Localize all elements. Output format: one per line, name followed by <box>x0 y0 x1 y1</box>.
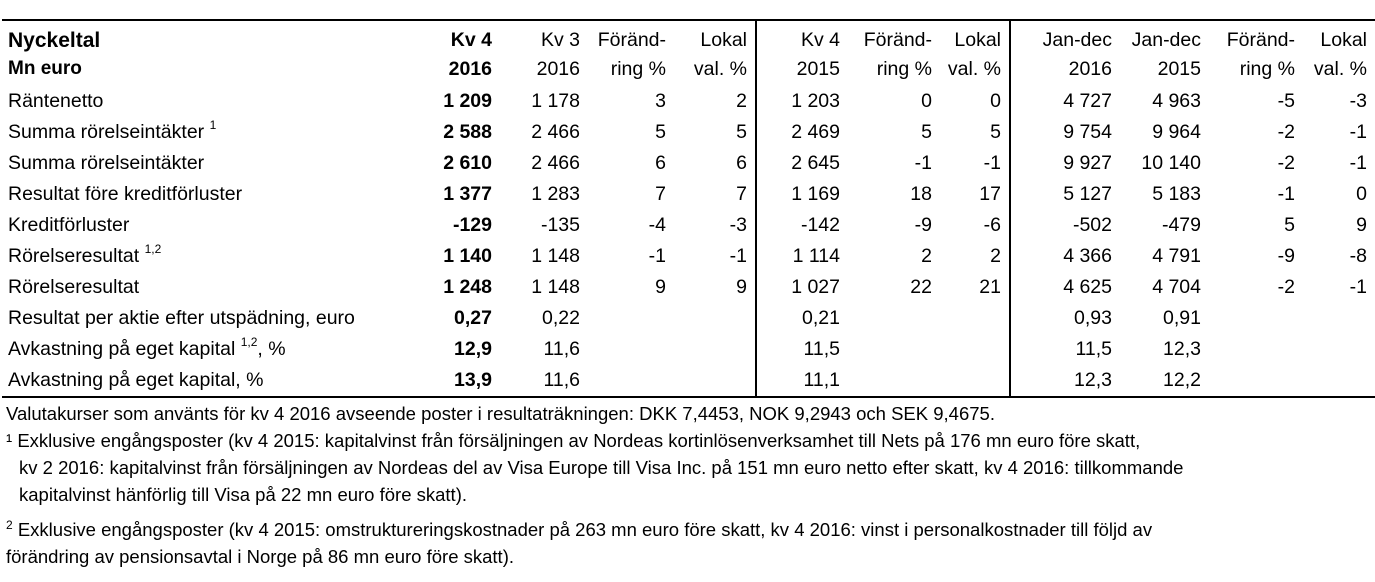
table-cell: -502 <box>1010 210 1120 241</box>
table-cell: 12,9 <box>454 338 492 360</box>
table-cell: 2 466 <box>531 121 580 143</box>
footnote-2-line-1: Exklusive engångsposter (kv 4 2015: omstruktureringskostnader på 263 mn euro före skatt, kv 4 2016: vinst i personalkostnader till följd av <box>17 519 1153 540</box>
table-cell: -135 <box>540 214 580 236</box>
table-cell: 1 140 <box>443 245 492 267</box>
row-label <box>2 272 414 303</box>
table-cell <box>674 303 756 334</box>
table-cell: 11,6 <box>543 338 580 360</box>
table-cell <box>1303 303 1375 334</box>
table-cell: 5 <box>655 121 666 143</box>
table-cell: 2 645 <box>756 148 848 179</box>
table-cell: -1 <box>1277 183 1295 205</box>
table-row <box>2 148 1375 179</box>
row-label-text: Summa rörelseintäkter <box>8 121 205 143</box>
table-cell: 18 <box>910 183 932 205</box>
table-cell: 5 127 <box>1010 179 1120 210</box>
col-header-top: Lokal <box>940 20 1010 54</box>
table-cell: 1 169 <box>756 179 848 210</box>
col-header-bottom: val. % <box>1313 58 1367 80</box>
row-label-text: Rörelseresultat <box>8 245 140 267</box>
table-cell <box>1209 303 1303 334</box>
table-cell <box>1209 365 1303 397</box>
table-cell: 5 <box>736 121 747 143</box>
col-header-bottom: 2016 <box>536 58 580 80</box>
table-cell: -1 <box>648 245 666 267</box>
table-cell: 4 366 <box>1010 241 1120 272</box>
header-row-top <box>2 20 1375 54</box>
footnote-2-mark: 2 <box>6 517 13 532</box>
table-cell <box>588 365 674 397</box>
table-cell <box>588 303 674 334</box>
table-cell: 11,6 <box>500 365 588 397</box>
col-header-bottom: ring % <box>1239 58 1295 80</box>
row-label <box>2 303 414 334</box>
row-label-text: Avkastning på eget kapital <box>8 338 236 360</box>
table-cell <box>848 334 940 365</box>
row-label-text: Resultat per aktie efter utspädning, euro <box>8 307 355 329</box>
row-label <box>2 365 414 397</box>
table-cell: 0,21 <box>756 303 848 334</box>
col-header-bottom: 2015 <box>756 54 848 86</box>
table-cell: 2 466 <box>531 152 580 174</box>
table-cell: -1 <box>1349 276 1367 298</box>
table-row <box>2 241 1375 272</box>
table-cell: -1 <box>983 152 1001 174</box>
table-cell <box>848 365 940 397</box>
table-cell <box>1209 334 1303 365</box>
table-cell: 4 727 <box>1010 86 1120 117</box>
table-cell: 1 027 <box>756 272 848 303</box>
footnote-1 <box>6 427 1371 454</box>
table-row <box>2 179 1375 210</box>
col-header-bottom: 2015 <box>1157 58 1201 80</box>
header-row-bottom <box>2 54 1375 86</box>
table-cell: 9 <box>1356 214 1367 236</box>
table-row <box>2 334 1375 365</box>
table-row <box>2 272 1375 303</box>
col-header-top: Kv 4 <box>414 20 500 54</box>
table-cell <box>848 303 940 334</box>
table-cell: 4 963 <box>1152 90 1201 112</box>
table-cell: -9 <box>914 214 932 236</box>
row-label <box>2 179 414 210</box>
col-header-bottom: val. % <box>693 58 747 80</box>
col-header-top: Föränd- <box>848 20 940 54</box>
footnote-ref: 1 <box>209 117 217 132</box>
table-cell: 4 704 <box>1152 276 1201 298</box>
table-cell: 0 <box>990 90 1001 112</box>
table-cell: 6 <box>736 152 747 174</box>
table-cell: 1 248 <box>443 276 492 298</box>
table-cell: -9 <box>1277 245 1295 267</box>
table-cell: -4 <box>648 214 666 236</box>
table-cell <box>940 365 1010 397</box>
table-cell: 7 <box>736 183 747 205</box>
table-cell: 5 <box>990 121 1001 143</box>
footnote-1-mark: ¹ <box>6 430 13 451</box>
table-cell <box>940 303 1010 334</box>
row-label-text: Rörelseresultat <box>8 276 140 298</box>
table-cell: 9 <box>736 276 747 298</box>
col-header-bottom: 2016 <box>1010 54 1120 86</box>
table-cell: 9 <box>655 276 666 298</box>
footnote-1-line-1: Exklusive engångsposter (kv 4 2015: kapitalvinst från försäljningen av Nordeas kortinlösenverksamhet till Nets på 176 mn euro före skatt, <box>17 430 1141 451</box>
table-cell: 1 203 <box>756 86 848 117</box>
table-cell: 10 140 <box>1141 152 1201 174</box>
table-cell: -1 <box>914 152 932 174</box>
footnote-1-line-2: kv 2 2016: kapitalvinst från försäljningen av Nordeas del av Visa Europe till Visa Inc. på 151 mn euro netto efter skatt, kv 4 2016: tillkommande <box>19 457 1184 478</box>
table-cell: 0 <box>921 90 932 112</box>
table-cell: 5 <box>921 121 932 143</box>
table-subtitle: Mn euro <box>8 58 82 79</box>
table-cell <box>674 334 756 365</box>
row-label <box>2 117 414 148</box>
table-cell: 1 209 <box>443 90 492 112</box>
table-cell: -2 <box>1277 152 1295 174</box>
table-cell: 6 <box>655 152 666 174</box>
table-cell: 11,1 <box>756 365 848 397</box>
table-cell: -1 <box>1349 121 1367 143</box>
col-header-bottom: ring % <box>610 58 666 80</box>
table-row <box>2 210 1375 241</box>
table-cell: 0,22 <box>542 307 580 329</box>
table-cell: -2 <box>1277 121 1295 143</box>
table-cell: -8 <box>1349 245 1367 267</box>
table-cell: 1 114 <box>756 241 848 272</box>
table-title: Nyckeltal <box>2 20 414 54</box>
row-label <box>2 334 414 365</box>
table-cell: -129 <box>452 214 492 236</box>
col-header-top: Kv 3 <box>500 20 588 54</box>
footnote-2 <box>6 516 1371 543</box>
table-cell: -479 <box>1161 214 1201 236</box>
table-cell: -5 <box>1277 90 1295 112</box>
footnote-ref: 1,2 <box>240 334 258 349</box>
table-cell: 1 178 <box>531 90 580 112</box>
row-label <box>2 148 414 179</box>
row-label-text: Summa rörelseintäkter <box>8 152 205 174</box>
table-cell: 4 791 <box>1152 245 1201 267</box>
col-header-top: Jan-dec <box>1010 20 1120 54</box>
row-label <box>2 86 414 117</box>
table-cell: 0,93 <box>1010 303 1120 334</box>
table-cell: -1 <box>729 245 747 267</box>
col-header-top: Jan-dec <box>1120 20 1209 54</box>
table-cell: 1 377 <box>443 183 492 205</box>
col-header-top: Föränd- <box>1209 20 1303 54</box>
table-cell <box>1303 365 1375 397</box>
row-label-text: Kreditförluster <box>8 214 130 236</box>
table-cell: 5 183 <box>1152 183 1201 205</box>
table-row <box>2 117 1375 148</box>
footnote-ref: 1,2 <box>144 241 162 256</box>
table-cell: 9 927 <box>1010 148 1120 179</box>
row-label-suffix: , % <box>257 338 286 360</box>
table-cell <box>1303 334 1375 365</box>
currency-note: Valutakurser som använts för kv 4 2016 avseende poster i resultaträkningen: DKK 7,4453, NOK 9,2943 och SEK 9,4675. <box>6 403 995 424</box>
table-cell: 0,91 <box>1163 307 1201 329</box>
table-cell: -3 <box>729 214 747 236</box>
table-cell: 4 625 <box>1010 272 1120 303</box>
table-cell: 11,5 <box>1010 334 1120 365</box>
table-cell: 1 148 <box>531 245 580 267</box>
table-cell: -3 <box>1349 90 1367 112</box>
table-cell: 13,9 <box>414 365 500 397</box>
table-cell: 2 <box>736 90 747 112</box>
table-cell: -6 <box>983 214 1001 236</box>
table-cell: 21 <box>979 276 1001 298</box>
table-cell: 2 610 <box>443 152 492 174</box>
table-cell: 2 <box>921 245 932 267</box>
table-cell: 17 <box>979 183 1001 205</box>
table-cell: 5 <box>1284 214 1295 236</box>
footnote-2-line-2: förändring av pensionsavtal i Norge på 86 mn euro före skatt). <box>6 546 515 567</box>
col-header-top: Föränd- <box>588 20 674 54</box>
col-header-top: Lokal <box>1303 20 1375 54</box>
key-figures-table <box>2 19 1375 398</box>
table-cell: -1 <box>1349 152 1367 174</box>
table-row <box>2 86 1375 117</box>
table-cell: 9 964 <box>1152 121 1201 143</box>
table-row <box>2 365 1375 397</box>
table-cell: 1 283 <box>531 183 580 205</box>
col-header-top: Kv 4 <box>756 20 848 54</box>
table-cell: -142 <box>756 210 848 241</box>
table-cell: 2 588 <box>443 121 492 143</box>
row-label <box>2 210 414 241</box>
table-cell <box>940 334 1010 365</box>
footnotes <box>6 400 1371 570</box>
row-label-text: Avkastning på eget kapital, % <box>8 369 264 391</box>
table-cell: 2 469 <box>756 117 848 148</box>
table-cell: -2 <box>1277 276 1295 298</box>
col-header-bottom: val. % <box>947 58 1001 80</box>
table-cell <box>588 334 674 365</box>
table-cell: 0,27 <box>454 307 492 329</box>
table-cell: 2 <box>990 245 1001 267</box>
table-cell <box>674 365 756 397</box>
row-label <box>2 241 414 272</box>
table-cell: 1 148 <box>531 276 580 298</box>
table-cell: 12,3 <box>1163 338 1201 360</box>
table-cell: 3 <box>655 90 666 112</box>
table-cell: 22 <box>910 276 932 298</box>
table-cell: 9 754 <box>1010 117 1120 148</box>
col-header-top: Lokal <box>674 20 756 54</box>
footnote-1-line-3: kapitalvinst hänförlig till Visa på 22 mn euro före skatt). <box>19 484 467 505</box>
table-cell: 0 <box>1356 183 1367 205</box>
table-cell: 7 <box>655 183 666 205</box>
col-header-bottom: ring % <box>876 58 932 80</box>
row-label-text: Räntenetto <box>8 90 104 112</box>
table-row <box>2 303 1375 334</box>
table-cell: 11,5 <box>756 334 848 365</box>
col-header-bottom: 2016 <box>448 58 492 80</box>
row-label-text: Resultat före kreditförluster <box>8 183 243 205</box>
table-cell: 12,2 <box>1120 365 1209 397</box>
table-cell: 12,3 <box>1010 365 1120 397</box>
